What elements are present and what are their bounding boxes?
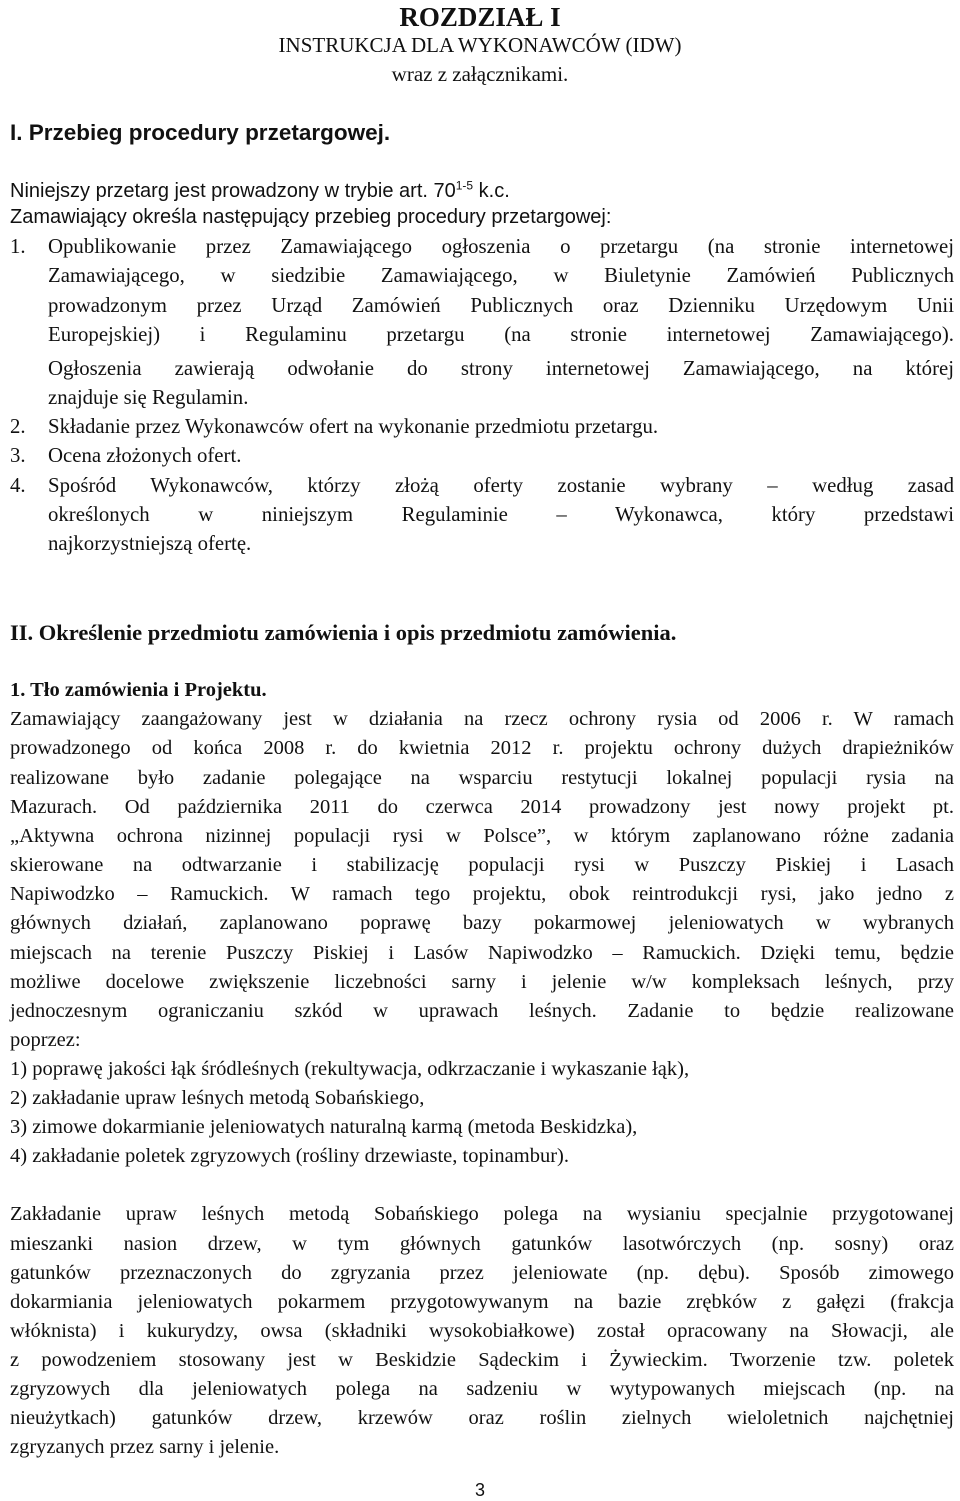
list-item: 2) zakładanie upraw leśnych metodą Sobańskiego,	[10, 1087, 425, 1109]
section-1-heading: I. Przebieg procedury przetargowej.	[10, 120, 391, 145]
paragraph-line: realizowane było zadanie polegające na wsparciu restytucji lokalnej populacji rysia na	[10, 767, 954, 789]
list-item: 3) zimowe dokarmianie jeleniowatych naturalną karmą (metoda Beskidzka),	[10, 1116, 638, 1138]
paragraph-line: prowadzonego od końca 2008 r. do kwietnia 2012 r. projektu ochrony dużych drapieżników	[10, 737, 954, 759]
intro-line-1	[10, 180, 510, 203]
list-item: 1) poprawę jakości łąk śródleśnych (rekultywacja, odkrzaczanie i wykaszanie łąk),	[10, 1058, 690, 1080]
item-1-line: znajduje się Regulamin.	[48, 386, 249, 409]
intro-line-1-tail: k.c.	[473, 180, 510, 202]
subsection-heading: 1. Tło zamówienia i Projektu.	[10, 679, 267, 701]
chapter-subtitle: INSTRUKCJA DLA WYKONAWCÓW (IDW)	[278, 33, 682, 57]
paragraph-line: poprzez:	[10, 1029, 81, 1051]
item-1-number: 1.	[10, 235, 26, 258]
paragraph-line: miejscach na terenie Puszczy Piskiej i Lasów Napiwodzko – Ramuckich. Dzięki temu, będzie	[10, 942, 954, 964]
item-1-line: Opublikowanie przez Zamawiającego ogłoszenia o przetargu (na stronie internetowej	[48, 235, 954, 258]
paragraph-line: zgryzanych przez sarny i jelenie.	[10, 1436, 280, 1458]
item-1-line: prowadzonym przez Urząd Zamówień Publicznych oraz Dzienniku Urzędowym Unii	[48, 294, 954, 317]
item-1-line: Europejskiej) i Regulaminu przetargu (na stronie internetowej Zamawiającego).	[48, 323, 954, 346]
item-4-line: Spośród Wykonawców, którzy złożą oferty zostanie wybrany – według zasad	[48, 474, 954, 497]
paragraph-line: głównych działań, zaplanowano poprawę bazy pokarmowej jeleniowatych w wybranych	[10, 912, 954, 934]
item-1-line: Ogłoszenia zawierają odwołanie do strony internetowej Zamawiającego, na której	[48, 357, 954, 380]
paragraph-line: skierowane na odtwarzanie i stabilizację populacji rysi w Puszczy Piskiej i Lasach	[10, 854, 954, 876]
list-item: 4) zakładanie poletek zgryzowych (rośliny drzewiaste, topinambur).	[10, 1145, 569, 1167]
paragraph-line: Zamawiający zaangażowany jest w działania na rzecz ochrony rysia od 2006 r. W ramach	[10, 708, 954, 730]
paragraph-line: zgryzowych dla jeleniowatych polega na sadzeniu w wytypowanych miejscach (np. na	[10, 1378, 954, 1400]
item-2-text: Składanie przez Wykonawców ofert na wykonanie przedmiotu przetargu.	[48, 415, 659, 438]
chapter-subtitle-2: wraz z załącznikami.	[391, 62, 569, 86]
paragraph-line: Mazurach. Od października 2011 do czerwca 2014 prowadzony jest nowy projekt pt.	[10, 796, 954, 818]
item-4-number: 4.	[10, 474, 26, 497]
paragraph-line: możliwe docelowe zwiększenie liczebności sarny i jelenie w/w kompleksach leśnych, przy	[10, 971, 954, 993]
paragraph-line: Napiwodzko – Ramuckich. W ramach tego projektu, obok reintrodukcji rysi, jako jedno z	[10, 883, 954, 905]
item-1-line: Zamawiającego, w siedzibie Zamawiającego, w Biuletynie Zamówień Publicznych	[48, 264, 954, 287]
item-2-number: 2.	[10, 415, 26, 438]
item-3-number: 3.	[10, 444, 26, 467]
paragraph-line: mieszanki nasion drzew, w tym głównych gatunków lasotwórczych (np. sosny) oraz	[10, 1233, 954, 1255]
section-2-heading: II. Określenie przedmiotu zamówienia i opis przedmiotu zamówienia.	[10, 620, 677, 645]
intro-line-2: Zamawiający określa następujący przebieg procedury przetargowej:	[10, 206, 612, 228]
item-4-line: najkorzystniejszą ofertę.	[48, 532, 252, 555]
item-4-line: określonych w niniejszym Regulaminie – Wykonawca, który przedstawi	[48, 503, 954, 526]
paragraph-line: Zakładanie upraw leśnych metodą Sobańskiego polega na wysianiu specjalnie przygotowanej	[10, 1203, 954, 1225]
paragraph-line: z powodzeniem stosowany jest w Beskidzie Sądeckim i Żywieckim. Tworzenie tzw. poletek	[10, 1349, 954, 1371]
paragraph-line: nieużytkach) gatunków drzew, krzewów oraz roślin zielnych wieloletnich najchętniej	[10, 1407, 954, 1429]
paragraph-line: jednoczesnym ograniczaniu szkód w uprawach leśnych. Zadanie to będzie realizowane	[10, 1000, 954, 1022]
paragraph-line: „Aktywna ochrona nizinnej populacji rysi w Polsce”, w którym zaplanowano różne zadania	[10, 825, 954, 847]
paragraph-line: włóknista) i kukurydzy, owsa (składniki wysokobiałkowe) został opracowany na Słowacji, ale	[10, 1320, 954, 1342]
intro-line-1-text: Niniejszy przetarg jest prowadzony w trybie art. 70	[10, 180, 456, 202]
chapter-title: ROZDZIAŁ I	[399, 2, 561, 32]
paragraph-line: dokarmiania jeleniowatych pokarmem przygotowywanym na bazie zrębków z gałęzi (frakcja	[10, 1291, 954, 1313]
intro-line-1-sup: 1-5	[455, 178, 474, 193]
page-number: 3	[474, 1480, 485, 1500]
item-3-text: Ocena złożonych ofert.	[48, 444, 242, 467]
paragraph-line: gatunków przeznaczonych do zgryzania przez jeleniowate (np. dębu). Sposób zimowego	[10, 1262, 954, 1284]
